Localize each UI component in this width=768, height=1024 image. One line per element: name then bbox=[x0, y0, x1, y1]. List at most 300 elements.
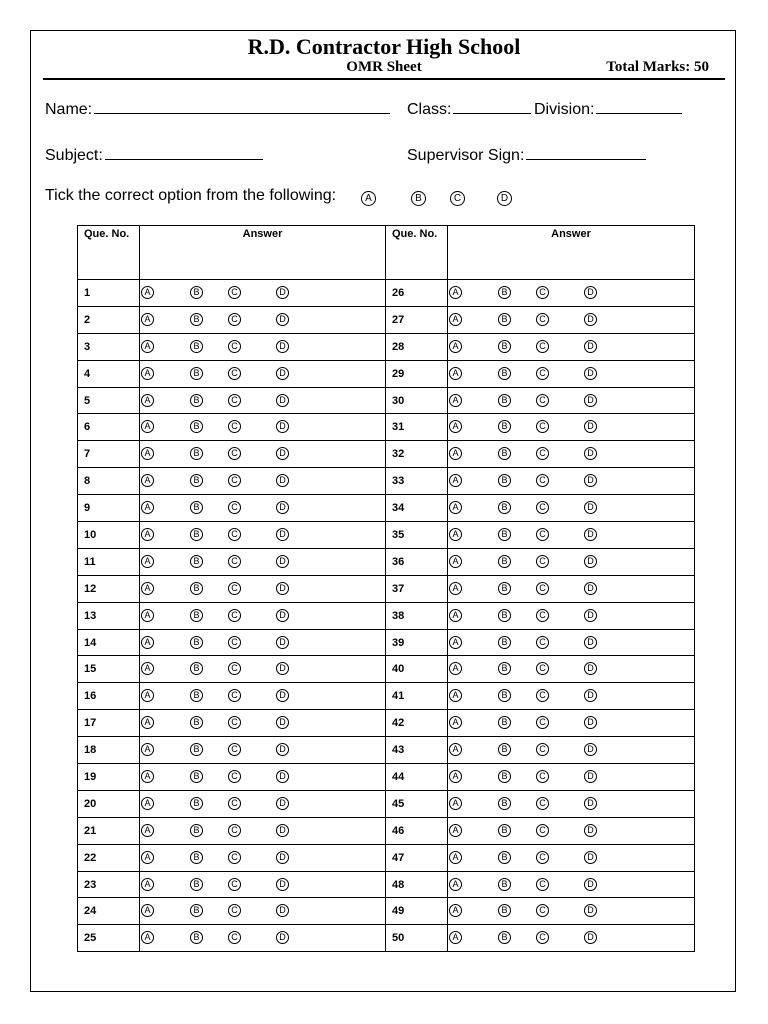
table-row bbox=[78, 683, 695, 710]
option-bubble-c[interactable]: C bbox=[228, 904, 241, 917]
option-bubble-d[interactable]: D bbox=[276, 770, 289, 783]
option-bubble-b[interactable]: B bbox=[190, 689, 203, 702]
option-bubble-d[interactable]: D bbox=[276, 609, 289, 622]
option-bubble-d[interactable]: D bbox=[276, 420, 289, 433]
option-bubble-a[interactable]: A bbox=[449, 743, 462, 756]
option-bubble-a[interactable]: A bbox=[141, 474, 154, 487]
option-bubble-c[interactable]: C bbox=[228, 420, 241, 433]
option-bubble-a[interactable]: A bbox=[449, 447, 462, 460]
option-bubble-c[interactable]: C bbox=[228, 689, 241, 702]
option-bubble-a[interactable]: A bbox=[141, 420, 154, 433]
option-bubble-b[interactable]: B bbox=[498, 931, 511, 944]
option-bubble-c[interactable]: C bbox=[536, 878, 549, 891]
option-bubble-d[interactable]: D bbox=[276, 851, 289, 864]
option-bubble-b[interactable]: B bbox=[190, 582, 203, 595]
option-bubble-a[interactable]: A bbox=[141, 743, 154, 756]
example-bubble-a: A bbox=[361, 191, 376, 206]
supervisor-label: Supervisor Sign: bbox=[407, 147, 525, 164]
question-number: 8 bbox=[78, 468, 140, 495]
answer-options bbox=[448, 548, 695, 575]
table-row bbox=[78, 629, 695, 656]
option-bubble-c[interactable]: C bbox=[536, 501, 549, 514]
table-row bbox=[78, 817, 695, 844]
question-number: 43 bbox=[386, 737, 448, 764]
option-bubble-b[interactable]: B bbox=[190, 716, 203, 729]
option-bubble-c[interactable]: C bbox=[228, 582, 241, 595]
option-bubble-b[interactable]: B bbox=[498, 878, 511, 891]
question-number: 6 bbox=[78, 414, 140, 441]
option-bubble-b[interactable]: B bbox=[190, 313, 203, 326]
option-bubble-c[interactable]: C bbox=[536, 662, 549, 675]
table-row bbox=[78, 495, 695, 522]
table-row bbox=[78, 871, 695, 898]
question-number: 30 bbox=[386, 387, 448, 414]
option-bubble-b[interactable]: B bbox=[498, 394, 511, 407]
question-number: 17 bbox=[78, 710, 140, 737]
option-bubble-b[interactable]: B bbox=[498, 367, 511, 380]
option-bubble-c[interactable]: C bbox=[536, 931, 549, 944]
answer-options bbox=[140, 629, 386, 656]
option-bubble-a[interactable]: A bbox=[141, 609, 154, 622]
option-bubble-a[interactable]: A bbox=[449, 770, 462, 783]
option-bubble-d[interactable]: D bbox=[276, 474, 289, 487]
option-bubble-c[interactable]: C bbox=[536, 286, 549, 299]
option-bubble-b[interactable]: B bbox=[498, 582, 511, 595]
option-bubble-c[interactable]: C bbox=[228, 340, 241, 353]
option-bubble-b[interactable]: B bbox=[190, 824, 203, 837]
option-bubble-c[interactable]: C bbox=[536, 716, 549, 729]
answer-options bbox=[140, 468, 386, 495]
option-bubble-b[interactable]: B bbox=[190, 367, 203, 380]
option-bubble-a[interactable]: A bbox=[449, 904, 462, 917]
option-bubble-b[interactable]: B bbox=[498, 501, 511, 514]
question-number: 18 bbox=[78, 737, 140, 764]
option-bubble-b[interactable]: B bbox=[498, 689, 511, 702]
option-bubble-b[interactable]: B bbox=[498, 770, 511, 783]
option-bubble-b[interactable]: B bbox=[498, 286, 511, 299]
option-bubble-c[interactable]: C bbox=[536, 797, 549, 810]
option-bubble-b[interactable]: B bbox=[498, 636, 511, 649]
question-number: 14 bbox=[78, 629, 140, 656]
division-field bbox=[534, 98, 682, 119]
option-bubble-c[interactable]: C bbox=[228, 528, 241, 541]
option-bubble-b[interactable]: B bbox=[190, 770, 203, 783]
option-bubble-d[interactable]: D bbox=[584, 931, 597, 944]
option-bubble-a[interactable]: A bbox=[141, 770, 154, 783]
option-bubble-c[interactable]: C bbox=[536, 582, 549, 595]
option-bubble-c[interactable]: C bbox=[536, 824, 549, 837]
option-bubble-b[interactable]: B bbox=[190, 447, 203, 460]
option-bubble-d[interactable]: D bbox=[276, 501, 289, 514]
option-bubble-a[interactable]: A bbox=[141, 501, 154, 514]
option-bubble-d[interactable]: D bbox=[584, 716, 597, 729]
question-number: 19 bbox=[78, 764, 140, 791]
option-bubble-c[interactable]: C bbox=[228, 797, 241, 810]
sheet-title: OMR Sheet bbox=[346, 59, 422, 75]
table-row bbox=[78, 737, 695, 764]
answer-header-left: Answer bbox=[140, 226, 386, 280]
option-bubble-d[interactable]: D bbox=[584, 501, 597, 514]
question-number: 23 bbox=[78, 871, 140, 898]
option-bubble-a[interactable]: A bbox=[449, 797, 462, 810]
option-bubble-a[interactable]: A bbox=[141, 286, 154, 299]
option-bubble-c[interactable]: C bbox=[536, 313, 549, 326]
table-header-row bbox=[78, 226, 695, 280]
name-blank[interactable] bbox=[94, 98, 390, 114]
option-bubble-c[interactable]: C bbox=[228, 474, 241, 487]
option-bubble-b[interactable]: B bbox=[190, 474, 203, 487]
option-bubble-b[interactable]: B bbox=[190, 851, 203, 864]
question-number: 50 bbox=[386, 925, 448, 952]
option-bubble-c[interactable]: C bbox=[536, 636, 549, 649]
option-bubble-d[interactable]: D bbox=[584, 313, 597, 326]
school-name: R.D. Contractor High School bbox=[247, 34, 521, 59]
question-number: 36 bbox=[386, 548, 448, 575]
option-bubble-a[interactable]: A bbox=[141, 797, 154, 810]
option-bubble-c[interactable]: C bbox=[536, 851, 549, 864]
question-number: 31 bbox=[386, 414, 448, 441]
option-bubble-d[interactable]: D bbox=[584, 367, 597, 380]
option-bubble-d[interactable]: D bbox=[276, 286, 289, 299]
question-number: 13 bbox=[78, 602, 140, 629]
answer-options bbox=[448, 522, 695, 549]
option-bubble-c[interactable]: C bbox=[228, 770, 241, 783]
option-bubble-c[interactable]: C bbox=[536, 770, 549, 783]
example-bubble-b: B bbox=[411, 191, 426, 206]
option-bubble-d[interactable]: D bbox=[276, 904, 289, 917]
option-bubble-d[interactable]: D bbox=[276, 555, 289, 568]
option-bubble-d[interactable]: D bbox=[276, 447, 289, 460]
option-bubble-a[interactable]: A bbox=[449, 689, 462, 702]
option-bubble-a[interactable]: A bbox=[141, 313, 154, 326]
option-bubble-a[interactable]: A bbox=[141, 447, 154, 460]
option-bubble-a[interactable]: A bbox=[141, 716, 154, 729]
option-bubble-c[interactable]: C bbox=[228, 878, 241, 891]
option-bubble-b[interactable]: B bbox=[498, 313, 511, 326]
option-bubble-a[interactable]: A bbox=[449, 582, 462, 595]
option-bubble-b[interactable]: B bbox=[190, 501, 203, 514]
option-bubble-d[interactable]: D bbox=[584, 770, 597, 783]
option-bubble-c[interactable]: C bbox=[536, 689, 549, 702]
answer-options bbox=[140, 844, 386, 871]
option-bubble-b[interactable]: B bbox=[190, 286, 203, 299]
option-bubble-d[interactable]: D bbox=[584, 555, 597, 568]
option-bubble-c[interactable]: C bbox=[228, 662, 241, 675]
option-bubble-c[interactable]: C bbox=[228, 743, 241, 756]
option-bubble-a[interactable]: A bbox=[449, 636, 462, 649]
option-bubble-a[interactable]: A bbox=[449, 716, 462, 729]
option-bubble-a[interactable]: A bbox=[449, 931, 462, 944]
option-bubble-b[interactable]: B bbox=[190, 340, 203, 353]
question-number: 32 bbox=[386, 441, 448, 468]
option-bubble-b[interactable]: B bbox=[498, 904, 511, 917]
table-row bbox=[78, 656, 695, 683]
option-bubble-b[interactable]: B bbox=[498, 474, 511, 487]
answer-options bbox=[448, 602, 695, 629]
option-bubble-c[interactable]: C bbox=[536, 609, 549, 622]
option-bubble-d[interactable]: D bbox=[584, 394, 597, 407]
option-bubble-b[interactable]: B bbox=[190, 636, 203, 649]
option-bubble-b[interactable]: B bbox=[190, 394, 203, 407]
example-bubble-c: C bbox=[450, 191, 465, 206]
option-bubble-b[interactable]: B bbox=[498, 340, 511, 353]
option-bubble-c[interactable]: C bbox=[228, 501, 241, 514]
option-bubble-a[interactable]: A bbox=[449, 824, 462, 837]
question-number: 41 bbox=[386, 683, 448, 710]
option-bubble-c[interactable]: C bbox=[228, 555, 241, 568]
option-bubble-d[interactable]: D bbox=[584, 582, 597, 595]
answer-header-right: Answer bbox=[448, 226, 695, 280]
option-bubble-b[interactable]: B bbox=[498, 609, 511, 622]
option-bubble-a[interactable]: A bbox=[449, 609, 462, 622]
option-bubble-c[interactable]: C bbox=[228, 286, 241, 299]
answer-options bbox=[448, 925, 695, 952]
option-bubble-d[interactable]: D bbox=[584, 824, 597, 837]
option-bubble-c[interactable]: C bbox=[228, 824, 241, 837]
answer-options bbox=[448, 790, 695, 817]
option-bubble-a[interactable]: A bbox=[449, 367, 462, 380]
question-number: 3 bbox=[78, 333, 140, 360]
option-bubble-b[interactable]: B bbox=[498, 555, 511, 568]
option-bubble-a[interactable]: A bbox=[449, 555, 462, 568]
option-bubble-c[interactable]: C bbox=[228, 313, 241, 326]
option-bubble-c[interactable]: C bbox=[536, 528, 549, 541]
answer-options bbox=[448, 817, 695, 844]
question-number: 12 bbox=[78, 575, 140, 602]
option-bubble-d[interactable]: D bbox=[584, 689, 597, 702]
option-bubble-c[interactable]: C bbox=[536, 340, 549, 353]
option-bubble-b[interactable]: B bbox=[190, 662, 203, 675]
option-bubble-d[interactable]: D bbox=[276, 313, 289, 326]
option-bubble-b[interactable]: B bbox=[498, 662, 511, 675]
answer-options bbox=[448, 306, 695, 333]
option-bubble-b[interactable]: B bbox=[190, 797, 203, 810]
option-bubble-b[interactable]: B bbox=[498, 528, 511, 541]
option-bubble-a[interactable]: A bbox=[449, 313, 462, 326]
option-bubble-d[interactable]: D bbox=[584, 797, 597, 810]
option-bubble-b[interactable]: B bbox=[498, 851, 511, 864]
option-bubble-d[interactable]: D bbox=[276, 367, 289, 380]
option-bubble-b[interactable]: B bbox=[190, 420, 203, 433]
answer-options bbox=[448, 441, 695, 468]
option-bubble-a[interactable]: A bbox=[141, 662, 154, 675]
option-bubble-c[interactable]: C bbox=[536, 420, 549, 433]
option-bubble-d[interactable]: D bbox=[584, 528, 597, 541]
header-divider bbox=[43, 78, 725, 80]
division-blank[interactable] bbox=[596, 98, 682, 114]
option-bubble-a[interactable]: A bbox=[141, 582, 154, 595]
que-header-left: Que. No. bbox=[78, 226, 140, 280]
question-number: 21 bbox=[78, 817, 140, 844]
option-bubble-d[interactable]: D bbox=[276, 743, 289, 756]
question-number: 5 bbox=[78, 387, 140, 414]
option-bubble-d[interactable]: D bbox=[276, 394, 289, 407]
option-bubble-a[interactable]: A bbox=[141, 340, 154, 353]
option-bubble-a[interactable]: A bbox=[449, 528, 462, 541]
answer-options bbox=[448, 468, 695, 495]
option-bubble-d[interactable]: D bbox=[584, 609, 597, 622]
option-bubble-d[interactable]: D bbox=[584, 420, 597, 433]
option-bubble-b[interactable]: B bbox=[190, 878, 203, 891]
question-number: 46 bbox=[386, 817, 448, 844]
answer-options bbox=[140, 764, 386, 791]
option-bubble-d[interactable]: D bbox=[584, 340, 597, 353]
question-number: 40 bbox=[386, 656, 448, 683]
option-bubble-b[interactable]: B bbox=[498, 824, 511, 837]
answer-options bbox=[140, 602, 386, 629]
table-row bbox=[78, 710, 695, 737]
question-number: 16 bbox=[78, 683, 140, 710]
option-bubble-d[interactable]: D bbox=[276, 931, 289, 944]
option-bubble-a[interactable]: A bbox=[449, 394, 462, 407]
option-bubble-c[interactable]: C bbox=[536, 555, 549, 568]
answer-options bbox=[140, 333, 386, 360]
answer-options bbox=[140, 575, 386, 602]
option-bubble-d[interactable]: D bbox=[584, 636, 597, 649]
que-header-right: Que. No. bbox=[386, 226, 448, 280]
option-bubble-c[interactable]: C bbox=[228, 851, 241, 864]
option-bubble-b[interactable]: B bbox=[498, 743, 511, 756]
option-bubble-b[interactable]: B bbox=[498, 797, 511, 810]
option-bubble-c[interactable]: C bbox=[536, 743, 549, 756]
option-bubble-b[interactable]: B bbox=[498, 447, 511, 460]
option-bubble-d[interactable]: D bbox=[276, 582, 289, 595]
answer-options bbox=[140, 898, 386, 925]
option-bubble-d[interactable]: D bbox=[584, 904, 597, 917]
option-bubble-d[interactable]: D bbox=[276, 662, 289, 675]
total-marks: Total Marks: 50 bbox=[606, 59, 709, 75]
table-row bbox=[78, 575, 695, 602]
table-row bbox=[78, 898, 695, 925]
question-number: 1 bbox=[78, 280, 140, 307]
answer-options bbox=[140, 656, 386, 683]
option-bubble-c[interactable]: C bbox=[536, 474, 549, 487]
answer-options bbox=[140, 790, 386, 817]
option-bubble-a[interactable]: A bbox=[449, 878, 462, 891]
answer-options bbox=[448, 871, 695, 898]
answer-options bbox=[448, 333, 695, 360]
option-bubble-d[interactable]: D bbox=[584, 878, 597, 891]
option-bubble-a[interactable]: A bbox=[449, 501, 462, 514]
option-bubble-a[interactable]: A bbox=[141, 528, 154, 541]
option-bubble-c[interactable]: C bbox=[228, 636, 241, 649]
table-row bbox=[78, 790, 695, 817]
answer-options bbox=[140, 360, 386, 387]
option-bubble-d[interactable]: D bbox=[584, 851, 597, 864]
question-number: 20 bbox=[78, 790, 140, 817]
option-bubble-c[interactable]: C bbox=[228, 394, 241, 407]
option-bubble-d[interactable]: D bbox=[276, 340, 289, 353]
name-label: Name: bbox=[45, 101, 93, 118]
option-bubble-d[interactable]: D bbox=[276, 528, 289, 541]
option-bubble-a[interactable]: A bbox=[141, 394, 154, 407]
option-bubble-a[interactable]: A bbox=[449, 286, 462, 299]
class-blank[interactable] bbox=[453, 98, 531, 114]
option-bubble-a[interactable]: A bbox=[449, 474, 462, 487]
option-bubble-a[interactable]: A bbox=[141, 878, 154, 891]
option-bubble-b[interactable]: B bbox=[190, 555, 203, 568]
subject-blank[interactable] bbox=[105, 144, 263, 160]
option-bubble-c[interactable]: C bbox=[228, 447, 241, 460]
supervisor-field bbox=[407, 144, 646, 165]
answer-options bbox=[140, 441, 386, 468]
option-bubble-b[interactable]: B bbox=[190, 931, 203, 944]
question-number: 42 bbox=[386, 710, 448, 737]
supervisor-blank[interactable] bbox=[526, 144, 646, 160]
option-bubble-c[interactable]: C bbox=[228, 716, 241, 729]
option-bubble-d[interactable]: D bbox=[276, 689, 289, 702]
answer-options bbox=[140, 737, 386, 764]
answer-options bbox=[448, 575, 695, 602]
option-bubble-d[interactable]: D bbox=[584, 662, 597, 675]
answer-options bbox=[140, 817, 386, 844]
option-bubble-a[interactable]: A bbox=[141, 689, 154, 702]
option-bubble-a[interactable]: A bbox=[141, 851, 154, 864]
table-row bbox=[78, 468, 695, 495]
answer-options bbox=[140, 871, 386, 898]
option-bubble-d[interactable]: D bbox=[276, 824, 289, 837]
option-bubble-a[interactable]: A bbox=[141, 555, 154, 568]
option-bubble-c[interactable]: C bbox=[228, 367, 241, 380]
answer-options bbox=[448, 360, 695, 387]
option-bubble-d[interactable]: D bbox=[276, 716, 289, 729]
answer-options bbox=[448, 710, 695, 737]
option-bubble-c[interactable]: C bbox=[228, 931, 241, 944]
option-bubble-c[interactable]: C bbox=[228, 609, 241, 622]
option-bubble-b[interactable]: B bbox=[190, 904, 203, 917]
option-bubble-d[interactable]: D bbox=[584, 286, 597, 299]
option-bubble-d[interactable]: D bbox=[276, 797, 289, 810]
name-field bbox=[45, 98, 390, 119]
answer-options bbox=[140, 387, 386, 414]
option-bubble-a[interactable]: A bbox=[449, 420, 462, 433]
option-bubble-c[interactable]: C bbox=[536, 367, 549, 380]
answer-options bbox=[140, 495, 386, 522]
option-bubble-a[interactable]: A bbox=[449, 340, 462, 353]
answer-options bbox=[140, 414, 386, 441]
table-row bbox=[78, 360, 695, 387]
omr-sheet bbox=[30, 30, 736, 992]
option-bubble-a[interactable]: A bbox=[141, 824, 154, 837]
option-bubble-d[interactable]: D bbox=[584, 474, 597, 487]
option-bubble-a[interactable]: A bbox=[449, 662, 462, 675]
option-bubble-d[interactable]: D bbox=[276, 878, 289, 891]
option-bubble-a[interactable]: A bbox=[449, 851, 462, 864]
question-number: 38 bbox=[386, 602, 448, 629]
option-bubble-a[interactable]: A bbox=[141, 904, 154, 917]
option-bubble-d[interactable]: D bbox=[276, 636, 289, 649]
option-bubble-b[interactable]: B bbox=[498, 716, 511, 729]
question-number: 49 bbox=[386, 898, 448, 925]
table-row bbox=[78, 522, 695, 549]
option-bubble-b[interactable]: B bbox=[190, 743, 203, 756]
option-bubble-d[interactable]: D bbox=[584, 447, 597, 460]
option-bubble-a[interactable]: A bbox=[141, 931, 154, 944]
option-bubble-a[interactable]: A bbox=[141, 636, 154, 649]
question-number: 24 bbox=[78, 898, 140, 925]
option-bubble-a[interactable]: A bbox=[141, 367, 154, 380]
option-bubble-b[interactable]: B bbox=[190, 609, 203, 622]
question-number: 35 bbox=[386, 522, 448, 549]
option-bubble-b[interactable]: B bbox=[498, 420, 511, 433]
answer-options bbox=[448, 629, 695, 656]
option-bubble-c[interactable]: C bbox=[536, 447, 549, 460]
option-bubble-d[interactable]: D bbox=[584, 743, 597, 756]
option-bubble-c[interactable]: C bbox=[536, 904, 549, 917]
answer-options bbox=[140, 548, 386, 575]
option-bubble-c[interactable]: C bbox=[536, 394, 549, 407]
option-bubble-b[interactable]: B bbox=[190, 528, 203, 541]
